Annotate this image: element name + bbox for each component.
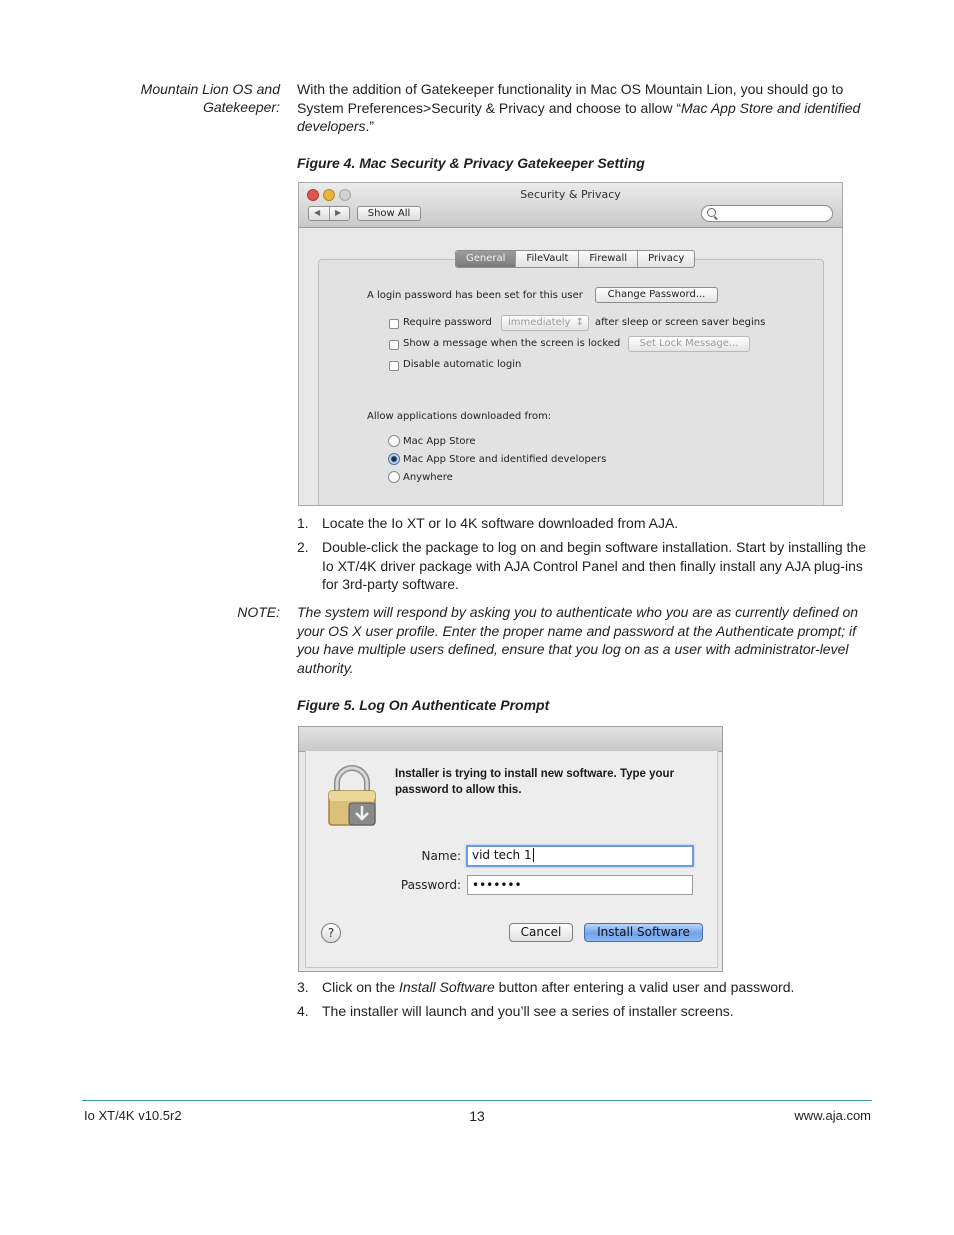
item-text <box>322 978 872 997</box>
text-cursor <box>533 848 534 862</box>
tab-bar <box>455 250 695 268</box>
security-privacy-window <box>298 182 843 506</box>
item-number: 3. <box>297 979 309 995</box>
require-password-select[interactable] <box>501 315 589 331</box>
side-label-line: Mountain Lion OS and <box>140 81 280 97</box>
intro-italic-text: Mac App Store and identified developers <box>297 99 861 134</box>
footer-product: Io XT/4K v10.5r2 <box>84 1108 182 1123</box>
side-label <box>100 80 280 116</box>
footer-website: www.aja.com <box>794 1108 871 1123</box>
item-number: 1. <box>297 515 309 531</box>
disable-login-label: Disable automatic login <box>403 359 522 370</box>
item-text-part: Click on the <box>322 979 400 995</box>
page-number: 13 <box>469 1108 485 1124</box>
item-number: 4. <box>297 1003 309 1019</box>
item-text-part: button after entering a valid user and password. <box>494 979 795 995</box>
login-password-text: A login password has been set for this user <box>367 290 583 301</box>
item-text: The installer will launch and you’ll see a series of installer screens. <box>322 1003 734 1019</box>
after-sleep-label: after sleep or screen saver begins <box>595 317 766 328</box>
footer-rule <box>82 1100 872 1101</box>
note-text: The system will respond by asking you to authenticate who you are as currently defined on your OS X user profile. Enter the proper name and password at the Authenticate prompt; if you have multiple users defined, ensure that you log on as a user with administrator-level authority. <box>297 604 859 676</box>
intro-paragraph <box>297 80 872 136</box>
window-title: Security & Privacy <box>520 188 621 201</box>
password-field[interactable]: ••••••• <box>467 875 693 895</box>
item-text: Double-click the package to log on and begin software installation. Start by installing the Io XT/4K driver package with AJA Control Panel and then finally install any AJA plug-ins for 3rd-party software. <box>322 539 866 592</box>
forward-arrow-icon[interactable]: ▶ <box>335 208 342 217</box>
require-password-checkbox[interactable] <box>389 319 399 329</box>
password-label: Password: <box>400 878 461 892</box>
divider <box>329 207 330 220</box>
tab-filevault[interactable]: FileVault <box>516 251 579 267</box>
radio-identified-developers[interactable] <box>388 453 400 465</box>
cancel-button[interactable]: Cancel <box>509 923 573 942</box>
item-text-italic: Install Software <box>399 979 495 995</box>
require-select-value: immediately <box>508 317 571 328</box>
tab-general[interactable]: General <box>456 251 516 267</box>
auth-message: Installer is trying to install new software. Type your password to allow this. <box>395 768 675 796</box>
allow-apps-heading: Allow applications downloaded from: <box>367 411 552 422</box>
back-arrow-icon[interactable]: ◀ <box>314 208 321 217</box>
intro-text: With the addition of Gatekeeper functionality in Mac OS Mountain Lion, you should go to System Preferences>Security & Privacy and choose to allow “ <box>297 81 844 116</box>
window-titlebar <box>299 183 842 228</box>
figure5-caption: Figure 5. Log On Authenticate Prompt <box>297 697 550 713</box>
set-lock-message-button[interactable]: Set Lock Message... <box>628 336 750 352</box>
show-all-button[interactable]: Show All <box>357 206 421 221</box>
item-number: 2. <box>297 539 309 555</box>
list-item <box>297 978 872 997</box>
radio-anywhere[interactable] <box>388 471 400 483</box>
list-item <box>297 538 872 594</box>
option-label: Mac App Store and identified developers <box>403 454 607 465</box>
show-message-checkbox[interactable] <box>389 340 399 350</box>
option-label: Mac App Store <box>403 436 476 447</box>
tab-privacy[interactable]: Privacy <box>648 253 685 264</box>
padlock-icon <box>325 763 379 829</box>
select-arrows-icon: ↕ <box>575 317 584 328</box>
change-password-button[interactable]: Change Password... <box>595 287 718 303</box>
name-field[interactable] <box>466 845 694 867</box>
install-software-button[interactable]: Install Software <box>584 923 703 942</box>
magnifier-icon <box>707 208 716 217</box>
name-value: vid tech 1 <box>472 848 532 862</box>
disable-login-checkbox[interactable] <box>389 361 399 371</box>
search-field[interactable] <box>701 205 833 222</box>
authenticate-dialog <box>298 726 723 972</box>
figure4-caption: Figure 4. Mac Security & Privacy Gatekeeper Setting <box>297 155 645 171</box>
list-item <box>297 1002 872 1021</box>
show-message-label: Show a message when the screen is locked <box>403 338 621 349</box>
name-label: Name: <box>421 849 461 863</box>
radio-mac-app-store[interactable] <box>388 435 400 447</box>
list-item <box>297 514 872 533</box>
option-label: Anywhere <box>403 472 453 483</box>
back-forward-control[interactable] <box>308 206 350 221</box>
intro-text-end: .” <box>365 118 375 134</box>
tab-firewall[interactable]: Firewall <box>579 251 638 267</box>
item-text: Locate the Io XT or Io 4K software downloaded from AJA. <box>322 515 679 531</box>
help-button[interactable]: ? <box>321 923 341 943</box>
require-password-label: Require password <box>403 317 492 328</box>
dialog-titlebar <box>299 727 722 752</box>
note-label: NOTE: <box>237 604 280 620</box>
side-label-line: Gatekeeper: <box>202 99 280 115</box>
